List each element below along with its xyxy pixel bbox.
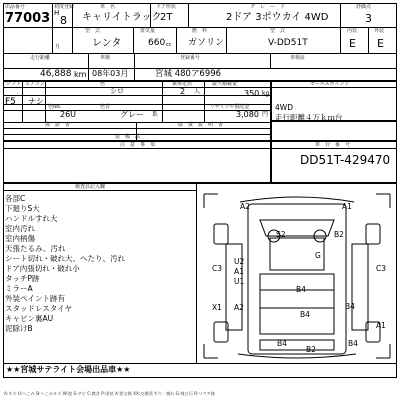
label-displacement: 排気量: [140, 28, 156, 34]
label-shift: シフト: [6, 81, 22, 87]
displacement-unit: cc: [166, 42, 172, 48]
inspection-line: 各部C: [5, 194, 26, 203]
type-value: レンタ: [92, 38, 122, 49]
label-fuel: 燃 料: [192, 28, 208, 34]
damage-c3-right: C3: [376, 264, 387, 273]
damage-a2-top: A2: [240, 202, 250, 211]
label-color-no: 色No.: [48, 104, 62, 110]
inspection-line: ハンドルすれ大: [5, 214, 58, 223]
label-chassis: 車 台 番 号: [315, 142, 351, 148]
interior-score: E: [349, 37, 356, 50]
capacity: 2: [180, 87, 186, 96]
inspection-line: 下廻りS大: [5, 204, 40, 213]
max-load-unit: kg: [262, 90, 270, 97]
label-grade: グ レ ー ド: [250, 4, 286, 10]
damage-b4-left: B4: [277, 339, 287, 348]
plate: 宮城 480ア6996: [155, 69, 222, 79]
inspection-line: 泥除けB: [5, 324, 33, 333]
damage-a1-right: A1: [376, 321, 386, 330]
shaken-date: 08年03月: [92, 69, 129, 78]
inspection-line: タッチP跡: [5, 274, 40, 283]
label-lot-no: 出品番号: [5, 4, 26, 10]
sales-point-1: 4WD: [275, 103, 293, 112]
inspection-line: ドア内張切れ・破れ小: [5, 264, 80, 273]
remarks: ★★宮城サテライト会場出品車★★: [6, 365, 131, 374]
damage-b2: B2: [334, 230, 344, 239]
grade: 2ドア 3ポウカイ 4WD: [226, 12, 329, 23]
sales-point-2: 走行距離４万ｋｍ台: [275, 113, 343, 122]
label-notes: 注 意 事 項: [120, 142, 156, 148]
damage-u1: U1: [234, 277, 245, 286]
damage-a1-left: A1: [234, 267, 244, 276]
footer-legend: A:キズ U:へこみ B:へこみキズ W:波 S:サビ C:腐食 P:塗装 X:要交換 XX:交換済 Y:穴・割れ G:飛び石 R:リペア跡: [4, 391, 216, 396]
vehicle-diagram: [200, 190, 394, 362]
damage-a1-top: A1: [342, 202, 352, 211]
label-shaken: 車検: [100, 55, 111, 61]
row-divider: [3, 53, 397, 54]
inspection-line: スタッドレスタイヤ: [5, 304, 73, 313]
inspection-line: 外装ペイント跡有: [5, 294, 65, 303]
fuel: ガソリン: [188, 38, 225, 48]
inspection-line: 室内柄傷: [5, 234, 35, 243]
door-type: 2T: [160, 12, 173, 23]
lot-number: 77003: [5, 11, 51, 26]
label-vehicle-reg: 車検証: [290, 55, 306, 61]
label-month: 月: [55, 44, 61, 50]
car-name: キャリイトラック: [82, 12, 162, 23]
label-capacity: 乗車定員: [172, 81, 193, 87]
damage-b4-right: B4: [345, 302, 355, 311]
recycle-unit: 円: [262, 111, 269, 118]
label-model-code: 型 式: [270, 28, 286, 34]
max-load: 350: [244, 89, 260, 98]
color-no: 26U: [60, 110, 77, 119]
color-note: グレー: [120, 110, 144, 119]
label-equipment: 装 備 品: [115, 134, 141, 140]
shift: F5: [5, 97, 16, 107]
damage-c3: C3: [212, 264, 223, 273]
capacity-unit: 人: [194, 88, 201, 95]
label-score: 評価点: [356, 4, 372, 10]
inspection-line: ミラーA: [5, 284, 33, 293]
inspection-line: キャビン裏AU: [5, 314, 54, 323]
recycle: 3,080: [236, 110, 259, 119]
inspection-line: 室内汚れ: [5, 224, 35, 233]
damage-b4-mid: B4: [296, 285, 306, 294]
label-car-name: 車 名: [100, 4, 116, 10]
damage-b4-bot: B4: [300, 310, 310, 319]
label-ac: エアコン: [25, 81, 45, 87]
ac: ナシ: [28, 97, 44, 106]
damage-a2-left: A2: [234, 303, 244, 312]
label-type: 型 式: [85, 28, 101, 34]
inspection-line: 天張たるみ、汚れ: [5, 244, 66, 253]
score: 3: [365, 12, 372, 25]
label-inspection: 検査員記入欄: [75, 184, 106, 190]
damage-b4-rr: B4: [348, 339, 358, 348]
damage-s2: S2: [276, 230, 286, 239]
color-name: シロ: [110, 87, 124, 95]
damage-g: G: [315, 251, 321, 260]
mileage-unit: km: [74, 70, 87, 79]
label-color-note: 色替: [100, 104, 111, 110]
label-plate: 登録番号: [180, 55, 201, 61]
model-code: V-DD51T: [268, 38, 308, 48]
era-label: H: [54, 9, 60, 17]
label-max-load: 最大積載量: [212, 81, 238, 87]
color-note-suffix: 系: [152, 111, 159, 118]
label-mileage: 走行距離: [30, 55, 51, 61]
label-warranty: 保 証 書: [45, 122, 71, 128]
inspection-line: シート切れ・破れ大、へたり、汚れ: [5, 254, 125, 263]
damage-u2: U2: [234, 257, 245, 266]
label-interior: 内装: [347, 28, 358, 34]
era-year: 8: [60, 14, 67, 27]
blank-right-box: [271, 121, 397, 141]
label-first-reg: 初度登録: [54, 4, 75, 10]
chassis-number: DD51T-429470: [300, 153, 391, 167]
label-sales-point: セールスポイント: [310, 81, 350, 87]
label-color: 色: [100, 81, 106, 87]
label-door-type: ドア形状: [156, 4, 176, 10]
mileage: 46,888: [40, 69, 72, 79]
damage-b2-right: B2: [306, 345, 316, 354]
label-manual: 取 扱 説 明 書: [178, 122, 224, 128]
label-exterior: 外装: [374, 28, 385, 34]
damage-x1: X1: [212, 303, 222, 312]
displacement: 660: [148, 38, 166, 48]
label-recycle: リサイクル預託金: [210, 104, 250, 110]
exterior-score: E: [377, 37, 384, 50]
